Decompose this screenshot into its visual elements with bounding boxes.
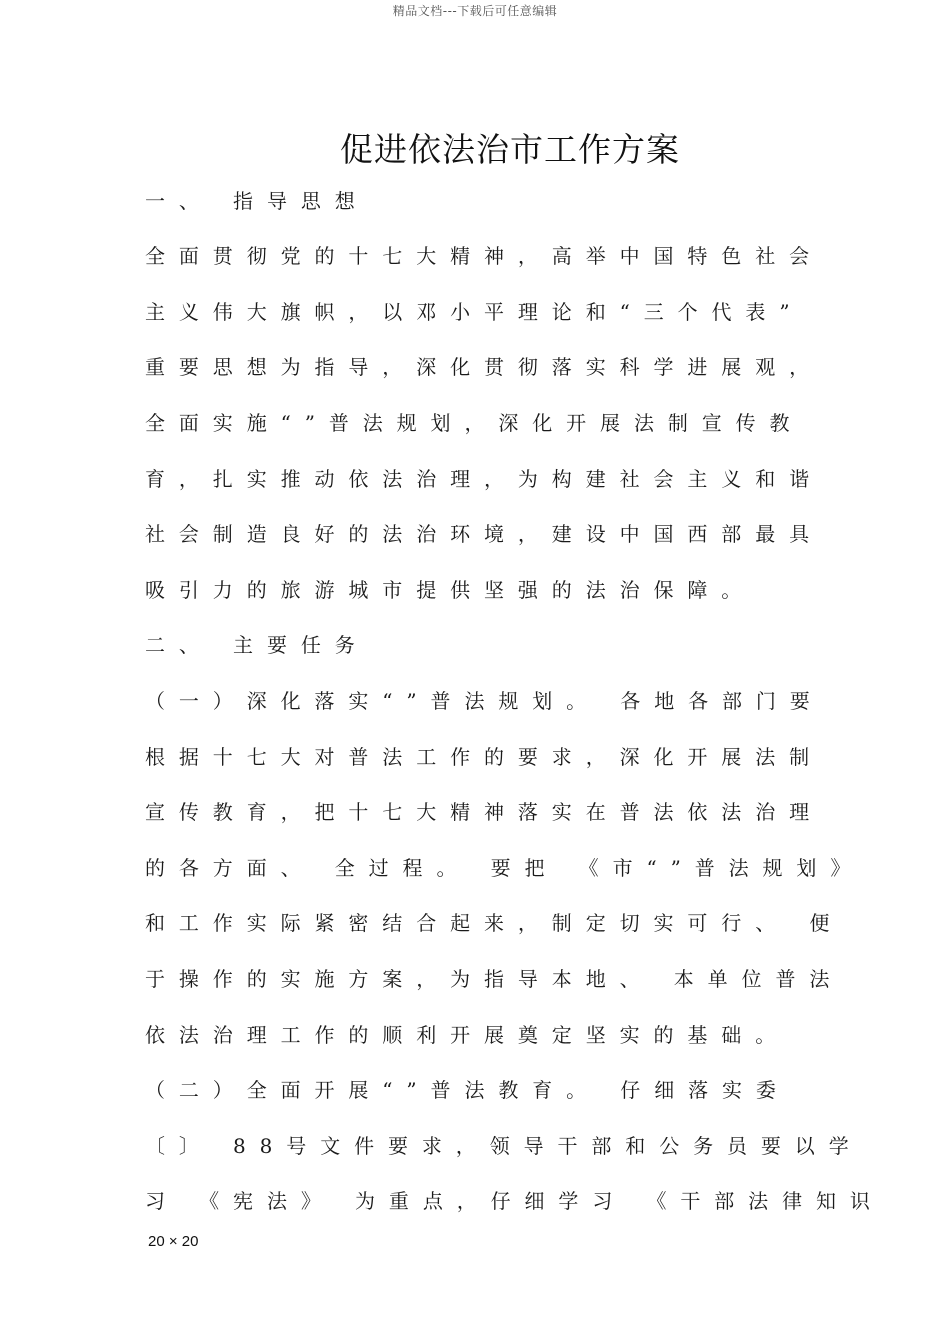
section-heading: 二、 主要任务 bbox=[145, 633, 369, 657]
text-line: 〔〕 88号文件要求，领导干部和公务员要以学 bbox=[145, 1134, 863, 1158]
text-line: 重要思想为指导，深化贯彻落实科学进展观， bbox=[145, 355, 823, 379]
text-line: 社会制造良好的法治环境，建设中国西部最具 bbox=[145, 522, 823, 546]
section-heading: 一、 指导思想 bbox=[145, 189, 369, 213]
page-header: 精品文档---下载后可任意编辑 bbox=[392, 4, 558, 18]
text-line: 全面实施“”普法规划，深化开展法制宣传教 bbox=[145, 411, 804, 435]
text-line: 习 《宪法》 为重点，仔细学习 《干部法律知识 bbox=[145, 1189, 884, 1213]
text-line: 和工作实际紧密结合起来，制定切实可行、 便 bbox=[145, 911, 844, 935]
text-line: 依法治理工作的顺利开展奠定坚实的基础。 bbox=[145, 1023, 790, 1047]
text-line: 的各方面、 全过程。 要把 《市“”普法规划》 bbox=[145, 856, 865, 880]
text-line: 吸引力的旅游城市提供坚强的法治保障。 bbox=[145, 578, 756, 602]
text-line: 主义伟大旗帜，以邓小平理论和“三个代表” bbox=[145, 300, 804, 324]
text-line: 宣传教育，把十七大精神落实在普法依法治理 bbox=[145, 800, 823, 824]
text-line: （一）深化落实“”普法规划。 各地各部门要 bbox=[145, 689, 824, 713]
text-line: （二）全面开展“”普法教育。 仔细落实委 bbox=[145, 1078, 790, 1102]
document-title: 促进依法治市工作方案 bbox=[340, 130, 680, 169]
grid-size-label: 20 × 20 bbox=[148, 1233, 199, 1250]
text-line: 育，扎实推动依法治理，为构建社会主义和谐 bbox=[145, 467, 823, 491]
text-line: 于操作的实施方案，为指导本地、 本单位普法 bbox=[145, 967, 844, 991]
text-line: 根据十七大对普法工作的要求，深化开展法制 bbox=[145, 745, 823, 769]
text-line: 全面贯彻党的十七大精神，高举中国特色社会 bbox=[145, 244, 823, 268]
